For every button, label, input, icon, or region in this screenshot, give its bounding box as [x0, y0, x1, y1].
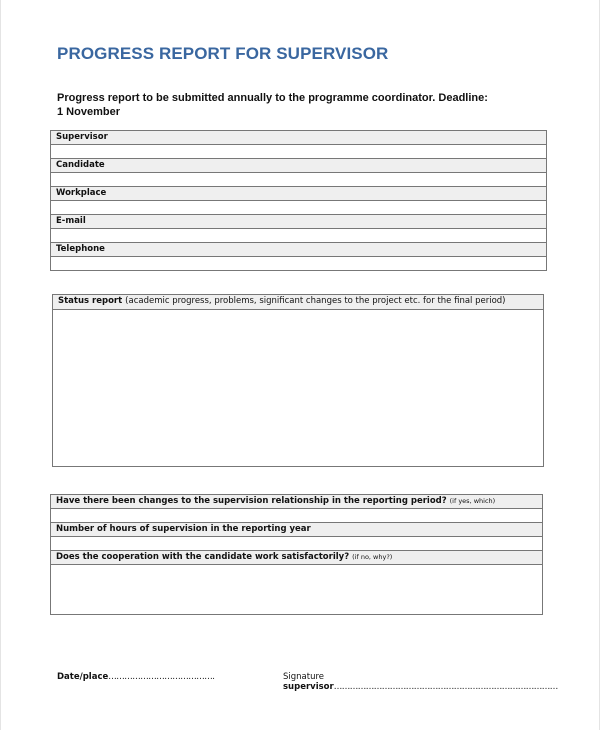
question-text: Have there been changes to the supervision relationship in the reporting period? — [56, 496, 447, 506]
question-hint: (if no, why?) — [352, 553, 393, 561]
status-report-input[interactable] — [53, 310, 543, 467]
question-input-hours[interactable] — [51, 537, 542, 551]
field-label-workplace: Workplace — [51, 187, 546, 201]
signature-label-bold: supervisor — [283, 682, 334, 692]
signature-line[interactable] — [283, 672, 599, 692]
field-label-supervisor: Supervisor — [51, 131, 546, 145]
page-title: PROGRESS REPORT FOR SUPERVISOR — [57, 44, 389, 63]
field-input-candidate[interactable] — [51, 173, 546, 187]
questions-table — [50, 494, 543, 615]
question-label-hours — [51, 523, 542, 537]
question-label-changes — [51, 495, 542, 509]
intro-text: Progress report to be submitted annually to the programme coordinator. Deadline: 1 November — [57, 92, 488, 118]
field-input-email[interactable] — [51, 229, 546, 243]
date-place-line[interactable] — [57, 672, 214, 682]
date-place-dots: …………………………………. — [108, 672, 215, 682]
date-place-label: Date/place — [57, 672, 109, 682]
field-input-workplace[interactable] — [51, 201, 546, 215]
signature-label: Signature — [283, 672, 325, 682]
question-hint: (if yes, which) — [449, 497, 496, 505]
status-report-header — [53, 295, 543, 310]
field-label-candidate: Candidate — [51, 159, 546, 173]
field-label-email: E-mail — [51, 215, 546, 229]
question-input-changes[interactable] — [51, 509, 542, 523]
signature-dots: ………………………………………………………………………… — [333, 682, 558, 692]
status-report-hint: (academic progress, problems, significant changes to the project etc. for the final period) — [125, 296, 506, 306]
contact-fields-table — [50, 130, 547, 271]
field-label-telephone: Telephone — [51, 243, 546, 257]
question-text: Number of hours of supervision in the reporting year — [56, 524, 311, 534]
question-text: Does the cooperation with the candidate work satisfactorily? — [56, 552, 350, 562]
question-label-cooperation — [51, 551, 542, 565]
field-input-supervisor[interactable] — [51, 145, 546, 159]
status-report-box — [52, 294, 544, 467]
field-input-telephone[interactable] — [51, 257, 546, 270]
status-report-label: Status report — [58, 296, 123, 306]
question-input-cooperation[interactable] — [51, 565, 542, 616]
